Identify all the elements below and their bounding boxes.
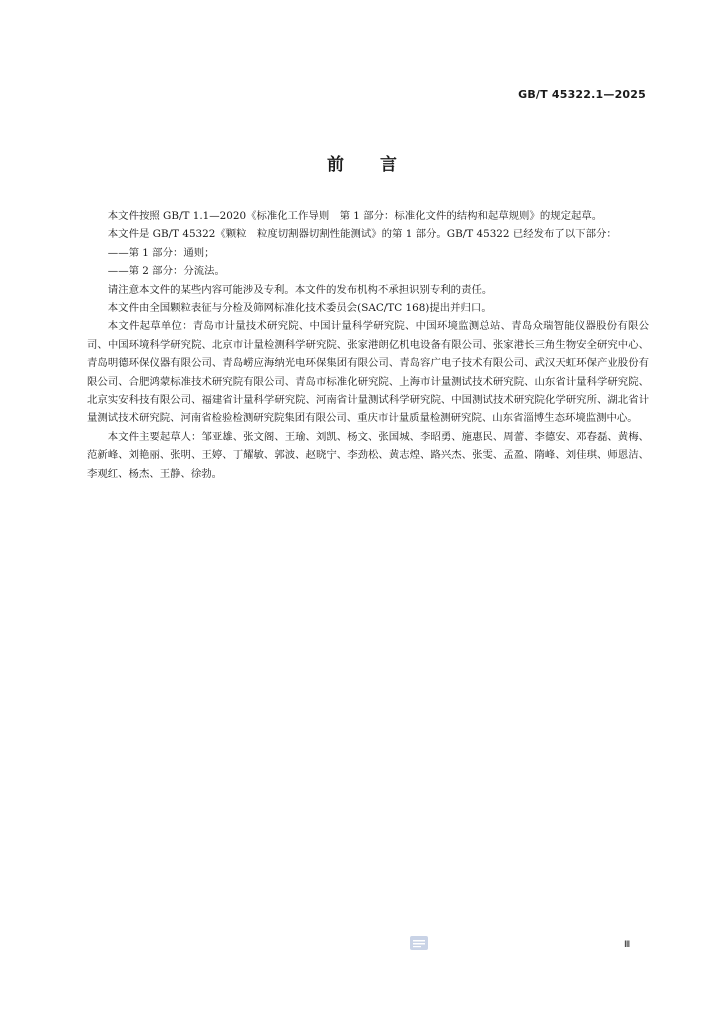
sac-logo-icon — [410, 935, 428, 949]
paragraph-committee: 本文件由全国颗粒表征与分检及筛网标准化技术委员会(SAC/TC 168)提出并归口。 — [107, 302, 492, 315]
list-item-part-1: ——第 1 部分：通则； — [107, 246, 215, 259]
title-char-2: 言 — [380, 155, 397, 175]
foreword-body — [87, 207, 649, 483]
paragraph-drafting-rules: 本文件按照 GB/T 1.1—2020《标准化工作导则 第 1 部分：标准化文件的结构和起草规则》的规定起草。 — [107, 210, 603, 222]
title-char-1: 前 — [327, 155, 344, 175]
paragraph-patent-notice: 请注意本文件的某些内容可能涉及专利。本文件的发布机构不承担识别专利的责任。 — [107, 283, 493, 296]
paragraph-drafters: 本文件主要起草人：邹亚雄、张文阁、王瑜、刘凯、杨文、张国城、李昭勇、施惠民、周蕾、李德安、邓春磊、黄梅、范新峰、刘艳丽、张明、王婷、丁耀敏、郭波、赵晓宁、李劲松、黄志煌、路兴杰、张雯、孟盈、隋峰、刘佳琪、师恩洁、李观红、杨杰、王静、徐勃。 — [87, 430, 649, 480]
page-title — [0, 150, 724, 175]
paragraph-part-info: 本文件是 GB/T 45322《颗粒 粒度切割器切割性能测试》的第 1 部分。GB/T 45322 已经发布了以下部分： — [107, 228, 617, 241]
standard-code: GB/T 45322.1—2025 — [518, 88, 646, 101]
page-number: Ⅲ — [624, 940, 631, 950]
list-item-part-2: ——第 2 部分：分流法。 — [107, 265, 225, 278]
paragraph-drafting-units: 本文件起草单位：青岛市计量技术研究院、中国计量科学研究院、中国环境监测总站、青岛众瑞智能仪器股份有限公司、中国环境科学研究院、北京市计量检测科学研究院、张家港朗亿机电设备有限公司、张家港长三角生物安全研究中心、青岛明德环保仪器有限公司、青岛崂应海纳光电环保集团有限公司、青岛容广电子技术有限公司、武汉天虹环保产业股份有限公司、合肥鸿蒙标准技术研究院有限公司、青岛市标准化研究院、上海市计量测试技术研究院、山东省计量科学研究院、北京实安科技有限公司、福建省计量科学研究院、河南省计量测试科学研究院、中国测试技术研究院化学研究所、湖北省计量测试技术研究院、河南省检验检测研究院集团有限公司、重庆市计量质量检测研究院、山东省淄博生态环境监测中心。 — [87, 320, 649, 425]
